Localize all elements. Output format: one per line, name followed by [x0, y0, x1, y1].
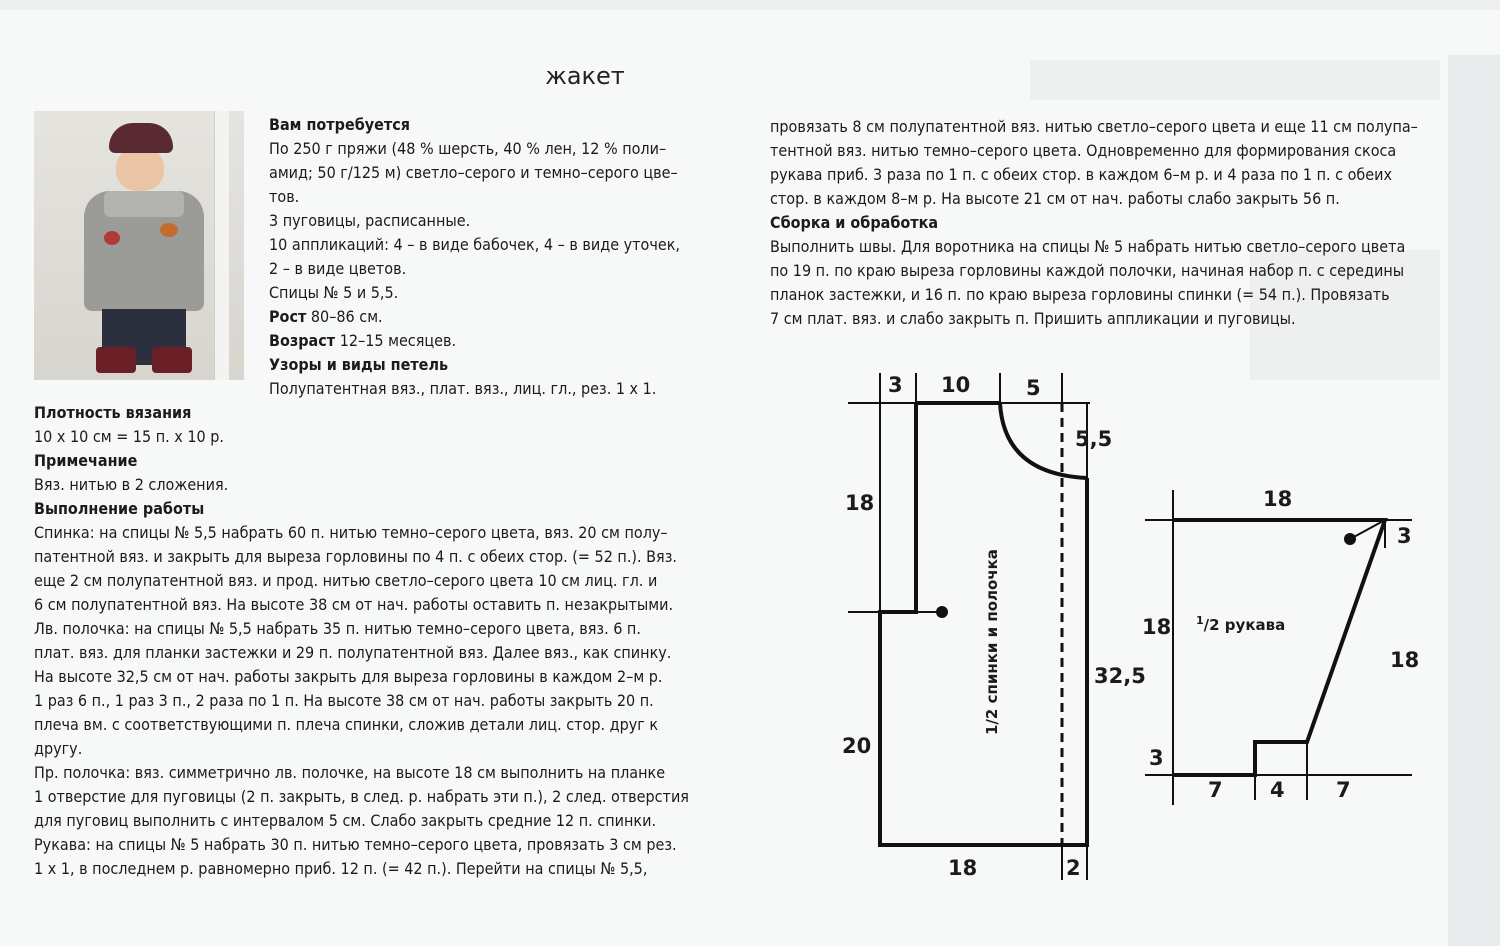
buttonhole-marker [936, 606, 948, 618]
work-line: 6 см полупатентной вяз. На высоте 38 см от нач. работы оставить п. незакрытыми. [34, 595, 674, 614]
sleeve-dim-label: 7 [1336, 778, 1351, 802]
assembly-line: планок застежки, и 16 п. по краю выреза горловины спинки (= 54 п.). Провязать [770, 285, 1390, 304]
sleeve-dim-label: 18 [1142, 615, 1172, 639]
assembly-heading: Сборка и обработка [770, 213, 939, 232]
work-line: плеча вм. с соответствующими п. плеча спинки, сложив детали лиц. стор. друг к [34, 715, 659, 734]
body-dim-label: 2 [1066, 856, 1081, 880]
body-diagram [842, 373, 1146, 880]
sleeve-dim-label: 4 [1270, 778, 1285, 802]
height-label: Рост [269, 307, 307, 326]
continuation-line: провязать 8 см полупатентной вяз. нитью светло–серого цвета и еще 11 см полупа– [770, 117, 1418, 136]
gauge-text: 10 х 10 см = 15 п. х 10 р. [34, 427, 224, 446]
materials-line: 2 – в виде цветов. [269, 259, 407, 278]
gauge-heading: Плотность вязания [34, 403, 192, 422]
note-heading: Примечание [34, 451, 138, 470]
sleeve-piece-label [1196, 614, 1285, 634]
work-line: еще 2 см полупатентной вяз. и прод. нитью светло–серого цвета 10 см лиц. гл. и [34, 571, 658, 590]
sleeve-dim-label: 3 [1397, 524, 1412, 548]
work-line: Лв. полочка: на спицы № 5,5 набрать 35 п. нитью темно–серого цвета, вяз. 6 п. [34, 619, 641, 638]
body-dim-label: 18 [948, 856, 978, 880]
fraction-slash: / [1203, 616, 1210, 634]
sleeve-label-text: рукава [1219, 616, 1286, 634]
work-line: 1 раз 6 п., 1 раз 3 п., 2 раза по 1 п. На высоте 38 см от нач. работы закрыть 20 п. [34, 691, 654, 710]
assembly-line: 7 см плат. вяз. и слабо закрыть п. Пришить аппликации и пуговицы. [770, 309, 1296, 328]
body-dim-label: 18 [845, 491, 875, 515]
height-value: 80–86 см. [306, 307, 383, 326]
age-value: 12–15 месяцев. [335, 331, 457, 350]
sleeve-dim-label: 18 [1390, 648, 1420, 672]
work-line: 1 отверстие для пуговицы (2 п. закрыть, в след. р. набрать эти п.), 2 след. отверстия [34, 787, 689, 806]
work-line: патентной вяз. и закрыть для выреза горловины по 4 п. с обеих стор. (= 52 п.). Вяз. [34, 547, 677, 566]
work-line: Спинка: на спицы № 5,5 набрать 60 п. нитью темно–серого цвета, вяз. 20 см полу– [34, 523, 668, 542]
assembly-line: Выполнить швы. Для воротника на спицы № 5 набрать нитью светло–серого цвета [770, 237, 1406, 256]
note-text: Вяз. нитью в 2 сложения. [34, 475, 229, 494]
body-dim-label: 20 [842, 734, 872, 758]
body-dim-label: 32,5 [1094, 664, 1146, 688]
materials-line: По 250 г пряжи (48 % шерсть, 40 % лен, 12 % поли– [269, 139, 667, 158]
materials-line: тов. [269, 187, 300, 206]
work-line: Рукава: на спицы № 5 набрать 30 п. нитью темно–серого цвета, провязать 3 см рез. [34, 835, 677, 854]
continuation-line: стор. в каждом 8–м р. На высоте 21 см от нач. работы слабо закрыть 56 п. [770, 189, 1340, 208]
work-line: другу. [34, 739, 83, 758]
sleeve-dim-label: 18 [1263, 487, 1293, 511]
work-line: для пуговиц выполнить с интервалом 5 см. Слабо закрыть средние 12 п. спинки. [34, 811, 657, 830]
neckline-curve [1000, 403, 1087, 478]
fraction-denominator: 2 [1209, 616, 1220, 634]
materials-line: Спицы № 5 и 5,5. [269, 283, 399, 302]
body-dim-label: 5,5 [1075, 427, 1113, 451]
work-line: На высоте 32,5 см от нач. работы закрыть для выреза горловины в каждом 2–м р. [34, 667, 663, 686]
body-dim-label: 10 [941, 373, 971, 397]
body-piece-label: 1/2 спинки и полочка [983, 549, 1001, 735]
work-heading: Выполнение работы [34, 499, 205, 518]
patterns-heading: Узоры и виды петель [269, 355, 449, 374]
page-title: жакет [545, 62, 625, 90]
assembly-line: по 19 п. по краю выреза горловины каждой полочки, начиная набор п. с середины [770, 261, 1405, 280]
materials-line: амид; 50 г/125 м) светло–серого и темно–серого цве– [269, 163, 678, 182]
work-line: плат. вяз. для планки застежки и 29 п. полупатентной вяз. Далее вяз., как спинку. [34, 643, 672, 662]
materials-line: 10 аппликаций: 4 – в виде бабочек, 4 – в виде уточек, [269, 235, 680, 254]
fraction-numerator: 1 [1196, 614, 1204, 627]
sleeve-diagram [1142, 487, 1419, 805]
work-line: 1 х 1, в последнем р. равномерно приб. 12 п. (= 42 п.). Перейти на спицы № 5,5, [34, 859, 648, 878]
age-label: Возраст [269, 331, 336, 350]
sleeve-marker [1344, 533, 1356, 545]
materials-line: 3 пуговицы, расписанные. [269, 211, 471, 230]
body-dim-label: 3 [888, 373, 903, 397]
materials-heading: Вам потребуется [269, 115, 411, 134]
continuation-line: тентной вяз. нитью темно–серого цвета. Одновременно для формирования скоса [770, 141, 1397, 160]
sleeve-dim-label: 3 [1149, 746, 1164, 770]
continuation-line: рукава приб. 3 раза по 1 п. с обеих стор. в каждом 6–м р. и 4 раза по 1 п. с обеих [770, 165, 1393, 184]
sleeve-outline [1173, 520, 1385, 775]
patterns-text: Полупатентная вяз., плат. вяз., лиц. гл., рез. 1 х 1. [269, 379, 657, 398]
body-dim-label: 5 [1026, 376, 1041, 400]
sleeve-dim-label: 7 [1208, 778, 1223, 802]
work-line: Пр. полочка: вяз. симметрично лв. полочке, на высоте 18 см выполнить на планке [34, 763, 666, 782]
